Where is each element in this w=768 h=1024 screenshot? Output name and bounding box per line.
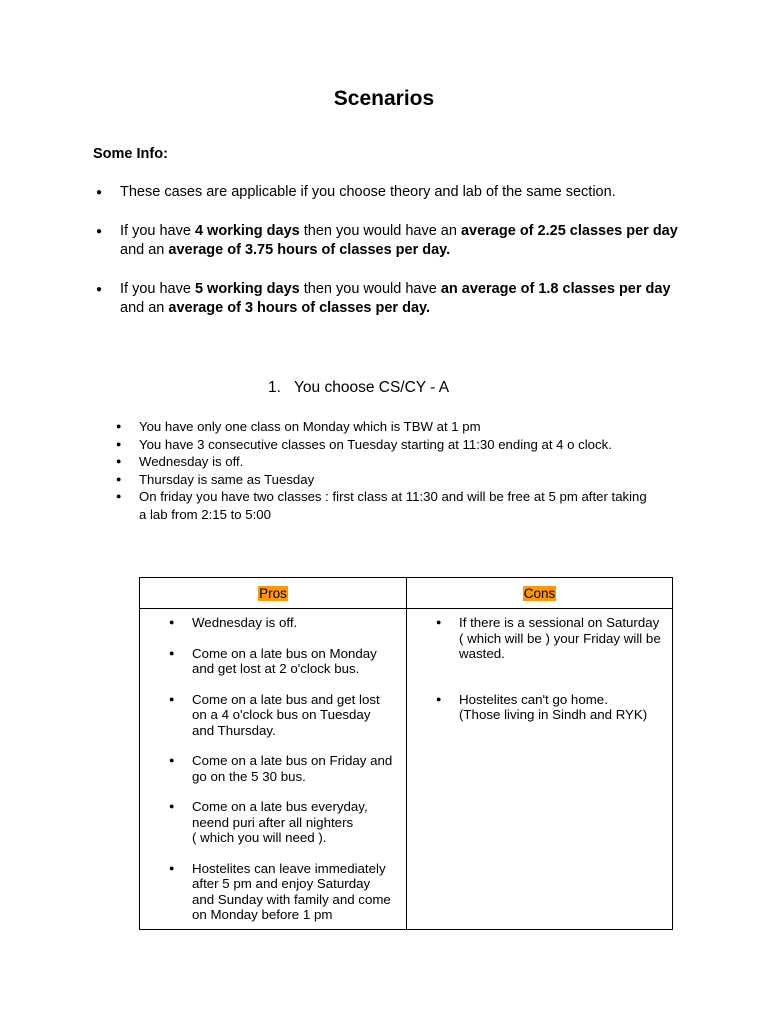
info-item <box>93 222 683 260</box>
pros-item: ● Wednesday is off. <box>192 615 396 631</box>
cons-item: ● If there is a sessional on Saturday ( which will be ) your Friday will be wasted. <box>459 615 664 662</box>
info-bold-text: average of 3 hours of classes per day. <box>168 300 431 316</box>
pros-item: ● Come on a late bus on Friday and go on the 5 30 bus. <box>192 753 396 784</box>
cons-item: ● Hostelites can't go home. (Those living in Sindh and RYK) <box>459 692 664 723</box>
info-text: These cases are applicable if you choose theory and lab of the same section. <box>120 184 616 200</box>
scenario-bullet: ● You have 3 consecutive classes on Tuesday starting at 11:30 ending at 4 o clock. <box>116 436 656 454</box>
info-text: and an <box>120 300 169 316</box>
scenario-title: You choose CS/CY - A <box>294 379 450 396</box>
info-bold-text: 5 working days <box>194 281 300 297</box>
pros-item: ● Hostelites can leave immediately after 5 pm and enjoy Saturday and Sunday with family and come on Monday before 1 pm <box>192 861 396 923</box>
scenario-bullet: ● Thursday is same as Tuesday <box>116 471 656 489</box>
info-bold-text: average of 3.75 hours of classes per day. <box>168 242 451 258</box>
pros-cell <box>140 609 407 930</box>
info-text: and an <box>120 242 169 258</box>
info-item <box>93 183 683 202</box>
scenario-bullet: ● You have only one class on Monday which is TBW at 1 pm <box>116 418 656 436</box>
pros-cons-table <box>139 577 673 930</box>
cons-list <box>407 615 672 723</box>
info-item <box>93 280 683 318</box>
pros-header <box>140 578 407 609</box>
pros-list <box>140 615 406 923</box>
info-list <box>93 183 683 338</box>
info-text: If you have <box>120 223 195 239</box>
scenario-bullet: ● On friday you have two classes : first class at 11:30 and will be free at 5 pm after taking a lab from 2:15 to 5:00 <box>116 488 656 523</box>
info-text: then you would have an <box>299 223 461 239</box>
cons-cell <box>407 609 673 930</box>
scenario-number: 1. <box>268 379 281 396</box>
info-bold-text: an average of 1.8 classes per day <box>440 281 671 297</box>
cons-header <box>407 578 673 609</box>
info-text: If you have <box>120 281 195 297</box>
pros-header-label: Pros <box>259 585 287 601</box>
pros-item: ● Come on a late bus everyday, neend puri after all nighters ( which you will need ). <box>192 799 396 846</box>
cons-header-label: Cons <box>523 585 556 601</box>
document-title: Scenarios <box>333 87 435 110</box>
info-bold-text: average of 2.25 classes per day <box>460 223 678 239</box>
info-bold-text: 4 working days <box>194 223 300 239</box>
some-info-label: Some Info: <box>93 146 168 162</box>
scenario-bullets <box>116 418 656 523</box>
pros-item: ● Come on a late bus on Monday and get lost at 2 o'clock bus. <box>192 646 396 677</box>
pros-item: ● Come on a late bus and get lost on a 4 o'clock bus on Tuesday and Thursday. <box>192 692 396 739</box>
info-text: then you would have <box>299 281 441 297</box>
scenario-heading <box>268 379 449 397</box>
scenario-bullet: ● Wednesday is off. <box>116 453 656 471</box>
